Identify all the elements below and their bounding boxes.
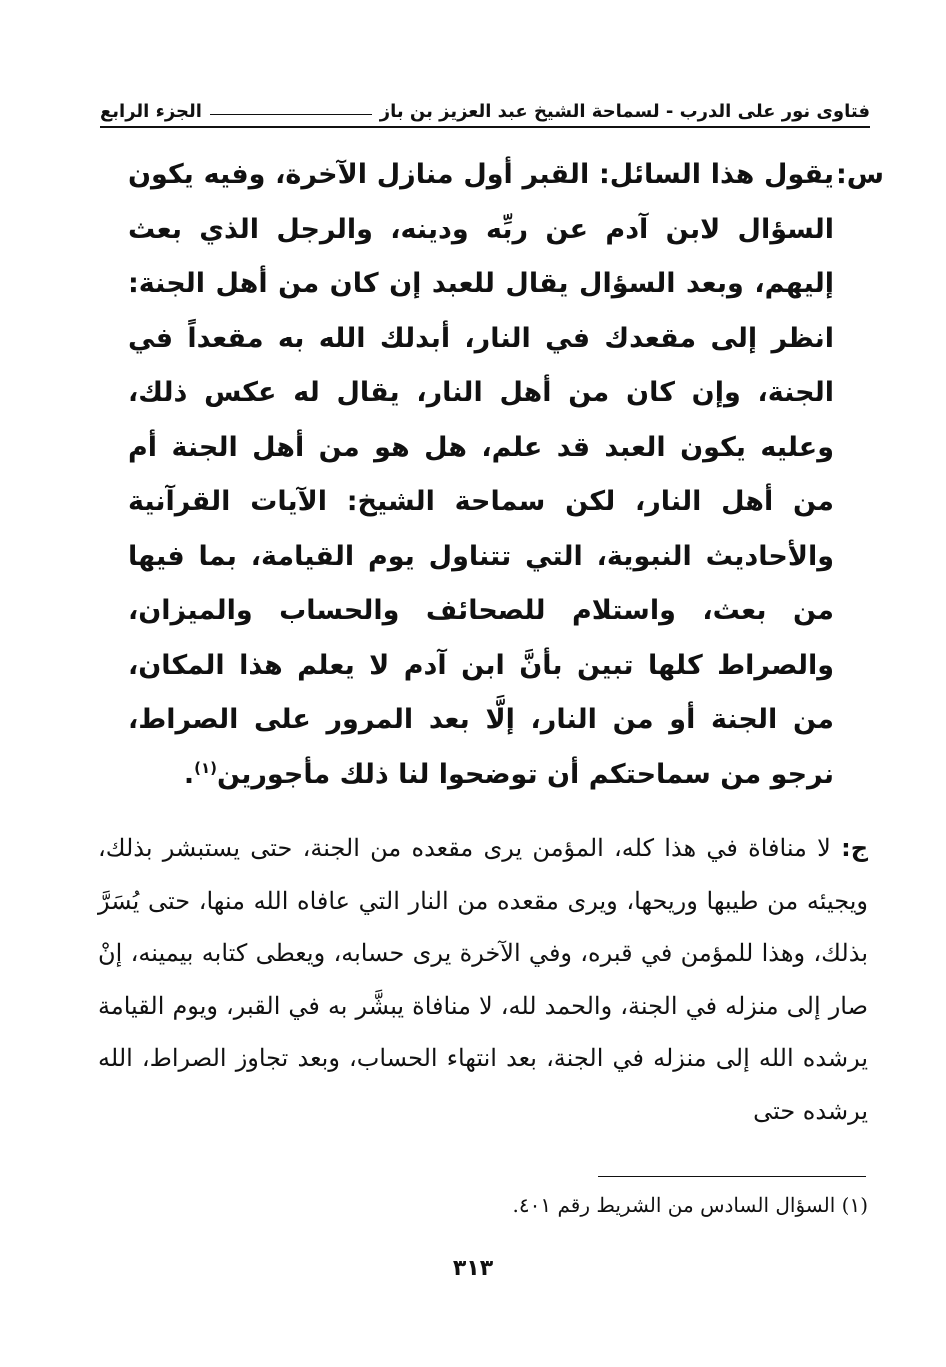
footnote-reference: (١) — [194, 758, 217, 777]
running-header — [100, 88, 870, 122]
answer-marker: ج: — [841, 834, 868, 862]
page-number: ٣١٣ — [452, 1256, 494, 1281]
header-divider — [100, 126, 870, 128]
question-end-period: . — [183, 758, 195, 790]
question-text: يقول هذا السائل: القبر أول منازل الآخرة، وفيه يكون السؤال لابن آدم عن ربِّه ودينه، والرجل الذي بعث إليهم، وبعد السؤال يقال للعبد إن كان من أهل الجنة: انظر إلى مقعدك في النار، أبدلك الله به مقعداً في الجنة، وإن كان من أهل النار، يقال له عكس ذلك، وعليه يكون العبد قد علم، هل هو من أهل الجنة أم من أهل النار، لكن سماحة الشيخ: الآيات القرآنية والأحاديث النبوية، التي تتناول يوم القيامة، بما فيها من بعث، واستلام للصحائف والحساب والميزان، والصراط كلها تبين بأنَّ ابن آدم لا يعلم هذا المكان، من الجنة أو من النار، إلَّا بعد المرور على الصراط، نرجو من سماحتكم أن توضحوا لنا ذلك مأجورين — [128, 159, 834, 790]
footnote: (١) السؤال السادس من الشريط رقم ٤٠١. — [512, 1193, 868, 1217]
volume-label: الجزء الرابع — [100, 101, 202, 122]
header-dash-rule — [210, 114, 372, 115]
question-marker: س: — [835, 159, 884, 190]
answer-paragraph — [98, 822, 868, 1137]
book-title: فتاوى نور على الدرب - لسماحة الشيخ عبد العزيز بن باز — [379, 101, 870, 122]
footnote-divider — [598, 1176, 866, 1177]
answer-text: لا منافاة في هذا كله، المؤمن يرى مقعده من الجنة، حتى يستبشر بذلك، ويجيئه من طيبها وريحها، ويرى مقعده من النار التي عافاه الله منها، حتى يُسَرَّ بذلك، وهذا للمؤمن في قبره، وفي الآخرة يرى حسابه، ويعطى كتابه بيمينه، إنْ صار إلى منزله في الجنة، والحمد لله، لا منافاة يبشَّر به في القبر، ويوم القيامة يرشده الله إلى منزله في الجنة، بعد انتهاء الحساب، وبعد تجاوز الصراط، الله يرشده حتى — [98, 834, 868, 1125]
question-paragraph — [128, 148, 884, 802]
